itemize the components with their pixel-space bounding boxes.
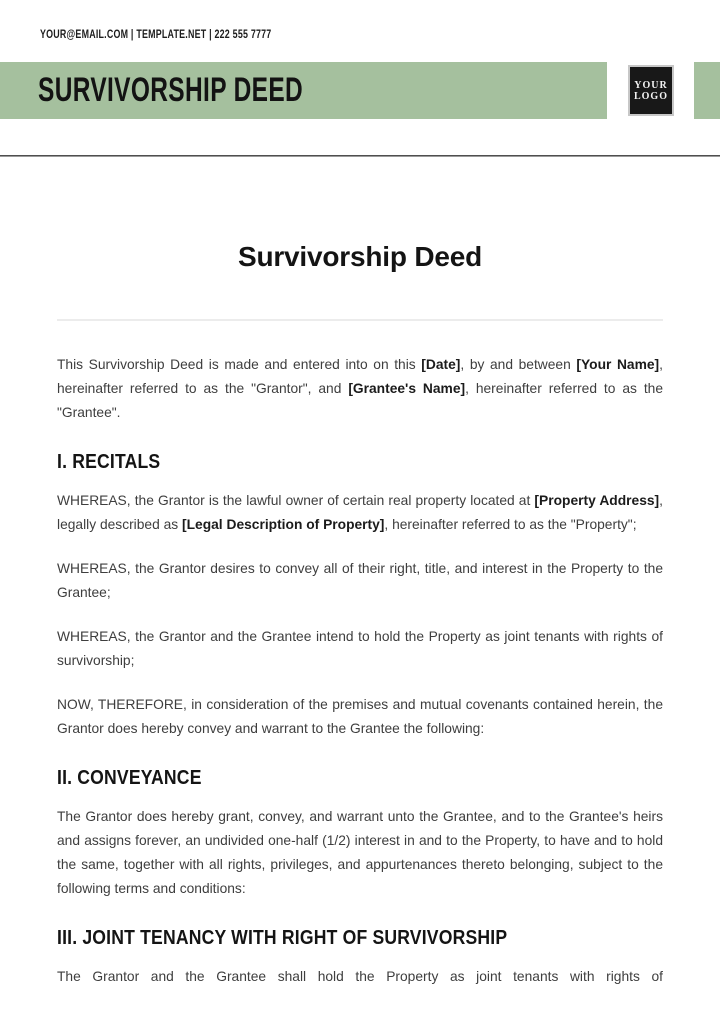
- logo-text-line2: LOGO: [633, 90, 668, 102]
- intro-paragraph: [57, 353, 663, 425]
- banner-gap: [674, 62, 694, 119]
- text-segment: [Property Address]: [534, 493, 660, 508]
- title-divider: [57, 319, 663, 321]
- logo-text-line1: YOUR: [634, 79, 668, 91]
- paragraph: [57, 965, 663, 989]
- header-divider: [0, 155, 720, 157]
- header-banner: [0, 62, 720, 119]
- banner-green-end: [694, 62, 720, 119]
- text-segment: This Survivorship Deed is made and entered into on this: [57, 357, 422, 372]
- text-segment: WHEREAS, the Grantor is the lawful owner of certain real property located at: [57, 493, 535, 508]
- banner-green-bar: [0, 62, 607, 119]
- text-segment: WHEREAS, the Grantor and the Grantee intend to hold the Property as joint tenants with rights of survivorship;: [57, 629, 663, 668]
- paragraph: [57, 693, 663, 741]
- contact-line: YOUR@EMAIL.COM | TEMPLATE.NET | 222 555 7777: [40, 27, 272, 41]
- paragraph: [57, 805, 663, 901]
- document-body: [0, 241, 720, 989]
- banner-gap: [607, 62, 628, 119]
- text-segment: The Grantor does hereby grant, convey, and warrant unto the Grantee, and to the Grantee's heirs and assigns forever, an undivided one-half (1/2) interest in and to the Property, to have and to hold the same, together with all rights, privileges, and appurtenances thereto belonging, subject to the following terms and conditions:: [57, 809, 663, 896]
- text-segment: WHEREAS, the Grantor desires to convey all of their right, title, and interest in the Property to the Grantee;: [57, 561, 663, 600]
- text-segment: [Grantee's Name]: [348, 381, 466, 396]
- text-segment: NOW, THEREFORE, in consideration of the premises and mutual covenants contained herein, the Grantor does hereby convey and warrant to the Grantee the following:: [57, 697, 663, 736]
- paragraph: [57, 625, 663, 673]
- document-title: Survivorship Deed: [237, 241, 482, 272]
- section-heading-conveyance: II. CONVEYANCE: [57, 767, 202, 789]
- text-segment: , hereinafter referred to as the "Property";: [384, 517, 637, 532]
- paragraph: [57, 557, 663, 605]
- banner-title: SURVIVORSHIP DEED: [38, 71, 304, 109]
- text-segment: , hereinafter referred to as the "Grantor", and: [57, 357, 663, 396]
- logo: [628, 65, 674, 116]
- text-segment: [Date]: [421, 357, 461, 372]
- paragraph: [57, 489, 663, 537]
- text-segment: [Your Name]: [576, 357, 660, 372]
- section-heading-recitals: I. RECITALS: [57, 451, 161, 473]
- text-segment: , by and between: [460, 357, 577, 372]
- text-segment: [Legal Description of Property]: [182, 517, 385, 532]
- section-heading-joint-tenancy: III. JOINT TENANCY WITH RIGHT OF SURVIVORSHIP: [57, 927, 508, 949]
- text-segment: , hereinafter referred to as the "Grantee".: [57, 381, 663, 420]
- text-segment: The Grantor and the Grantee shall hold the Property as joint tenants with rights of: [57, 969, 663, 984]
- text-segment: , legally described as: [57, 493, 663, 532]
